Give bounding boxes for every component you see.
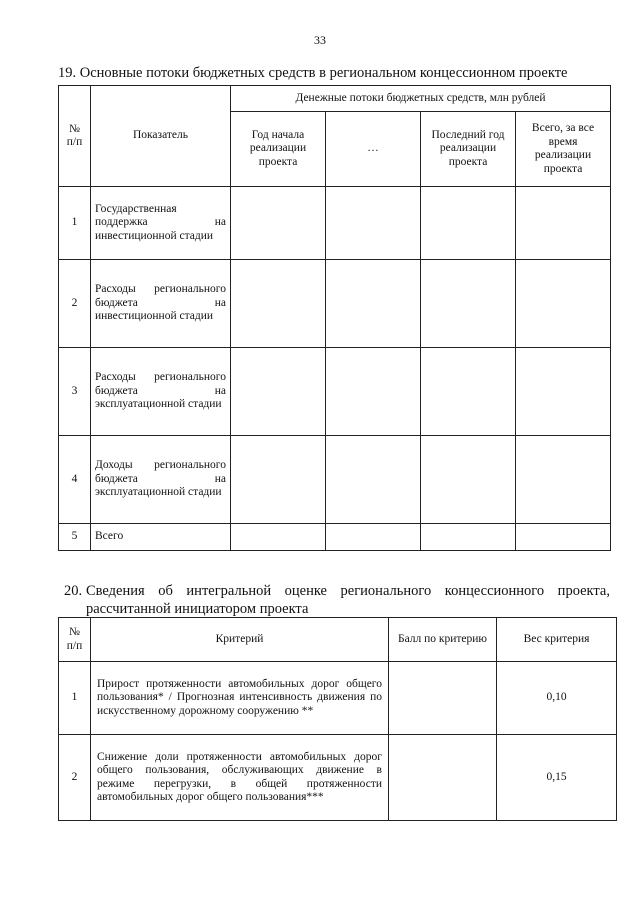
cell-last-year	[421, 348, 516, 436]
header-weight: Вес критерия	[497, 618, 617, 662]
cell-ellipsis	[326, 348, 421, 436]
row-weight: 0,15	[497, 735, 617, 821]
table-row	[59, 436, 611, 524]
table-row	[59, 260, 611, 348]
cell-total	[516, 187, 611, 260]
row-num: 3	[59, 348, 91, 436]
row-indicator: Расходы регионального бюджета на эксплуатационной стадии	[91, 348, 231, 436]
cell-ellipsis	[326, 436, 421, 524]
table-row	[59, 348, 611, 436]
cell-ellipsis	[326, 524, 421, 551]
header-total-period: Всего, за все время реализации проекта	[516, 112, 611, 187]
header-last-year: Последний год реализации проекта	[421, 112, 516, 187]
row-indicator: Расходы регионального бюджета на инвестиционной стадии	[91, 260, 231, 348]
integral-assessment-table	[58, 617, 617, 821]
cell-last-year	[421, 260, 516, 348]
header-cashflows: Денежные потоки бюджетных средств, млн рублей	[231, 86, 611, 112]
budget-flows-table	[58, 85, 611, 551]
cell-start-year	[231, 260, 326, 348]
cell-ellipsis	[326, 187, 421, 260]
row-criterion: Прирост протяженности автомобильных дорог общего пользования* / Прогнозная интенсивность движения по искусственному дорожному сооружению **	[91, 662, 389, 735]
row-score	[389, 662, 497, 735]
row-weight: 0,10	[497, 662, 617, 735]
row-indicator: Доходы регионального бюджета на эксплуатационной стадии	[91, 436, 231, 524]
cell-start-year	[231, 436, 326, 524]
table-row	[59, 662, 617, 735]
section-19-title: 19. Основные потоки бюджетных средств в региональном концессионном проекте	[58, 65, 568, 81]
row-num: 1	[59, 662, 91, 735]
header-indicator: Показатель	[91, 86, 231, 187]
section-20-title: Сведения об интегральной оценке регионального концессионного проекта, рассчитанной инициатором проекта	[86, 583, 610, 617]
row-num: 4	[59, 436, 91, 524]
cell-total	[516, 260, 611, 348]
cell-start-year	[231, 187, 326, 260]
table-row	[59, 735, 617, 821]
row-num: 2	[59, 735, 91, 821]
header-num: № п/п	[59, 618, 91, 662]
row-num: 5	[59, 524, 91, 551]
cell-total	[516, 436, 611, 524]
section-20-number: 20.	[64, 583, 83, 599]
cell-last-year	[421, 524, 516, 551]
cell-ellipsis	[326, 260, 421, 348]
row-num: 1	[59, 187, 91, 260]
cell-start-year	[231, 348, 326, 436]
page-number: 33	[314, 33, 326, 47]
cell-start-year	[231, 524, 326, 551]
row-score	[389, 735, 497, 821]
section-20-title-block	[64, 582, 610, 618]
row-num: 2	[59, 260, 91, 348]
cell-total	[516, 524, 611, 551]
row-indicator: Всего	[91, 524, 231, 551]
table-row	[59, 524, 611, 551]
header-score: Балл по критерию	[389, 618, 497, 662]
cell-last-year	[421, 436, 516, 524]
row-criterion: Снижение доли протяженности автомобильных дорог общего пользования, обслуживающих движение в режиме перегрузки, в общей протяженности автомобильных дорог общего пользования***	[91, 735, 389, 821]
row-indicator: Государственная поддержка на инвестиционной стадии	[91, 187, 231, 260]
header-start-year: Год начала реализации проекта	[231, 112, 326, 187]
header-ellipsis: …	[326, 112, 421, 187]
table-row	[59, 187, 611, 260]
header-num: № п/п	[59, 86, 91, 187]
header-criterion: Критерий	[91, 618, 389, 662]
cell-last-year	[421, 187, 516, 260]
cell-total	[516, 348, 611, 436]
